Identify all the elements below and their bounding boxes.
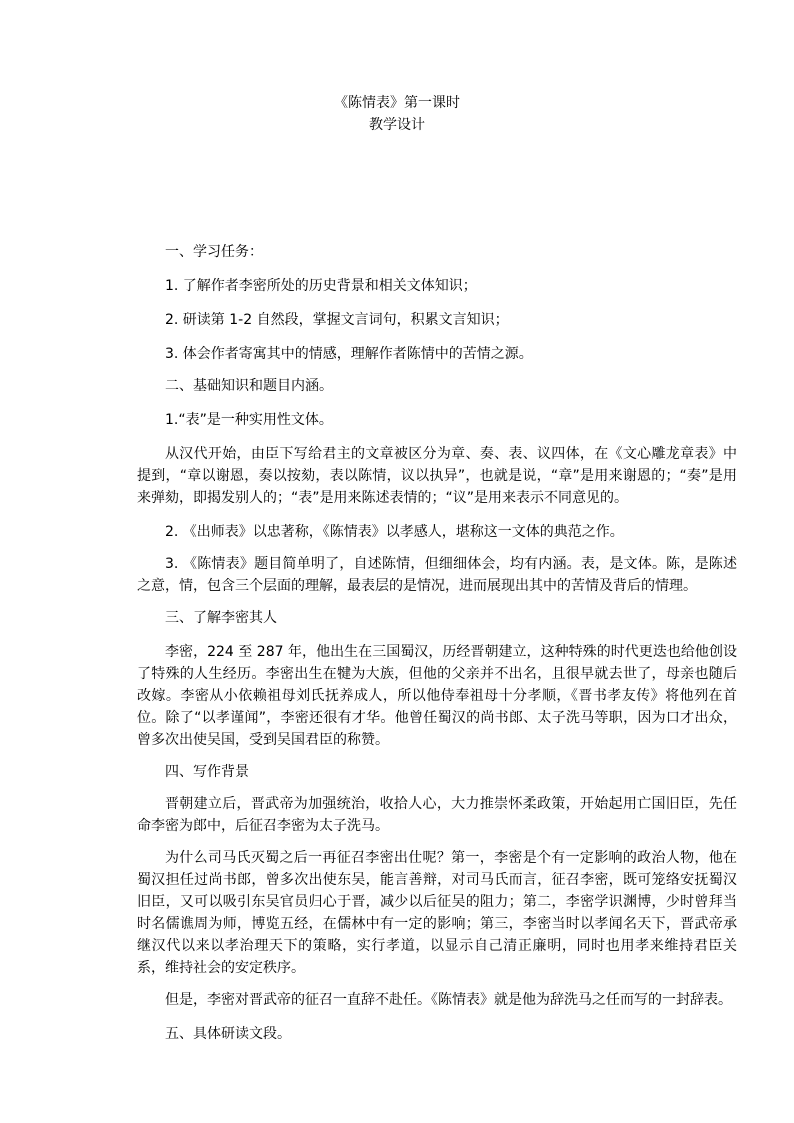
- document-body: [137, 241, 737, 1045]
- background-paragraph-3: 但是，李密对晋武帝的征召一直辞不赴任。《陈情表》就是他为辞洗马之任而写的一封辞表。: [165, 992, 732, 1008]
- task-item-1: 1. 了解作者李密所处的历史背景和相关文体知识；: [165, 278, 477, 294]
- basics-item-2: 2. 《出师表》以忠著称，《陈情表》以孝感人，堪称这一文体的典范之作。: [165, 524, 624, 540]
- task-item-2: 2. 研读第 1-2 自然段，掌握文言词句，积累文言知识；: [165, 312, 509, 328]
- background-paragraph-2: 为什么司马氏灭蜀之后一再征召李密出仕呢？第一，李密是个有一定影响的政治人物，他在蜀汉担任过尚书郎，曾多次出使东吴，能言善辩，对司马氏而言，征召李密，既可笼络安抚蜀汉旧臣，又可以吸引东吴官员归心于晋，减少以后征吴的阻力；第二，李密学识渊博，少时曾拜当时名儒谯周为师，博览五经，在儒林中有一定的影响；第三，李密当时以孝闻名天下，晋武帝承继汉代以来以孝治理天下的策略，实行孝道，以显示自己清正廉明，同时也用孝来维持君臣关系，维持社会的安定秩序。: [137, 850, 737, 976]
- section-heading-basics: 二、基础知识和题目内涵。: [165, 378, 333, 394]
- section-heading-study: 五、具体研读文段。: [165, 1026, 291, 1042]
- author-paragraph: 李密，224 至 287 年，他出生在三国蜀汉，历经晋朝建立，这种特殊的时代更迭也给他创设了特殊的人生经历。李密出生在犍为大族，但他的父亲并不出名，且很早就去世了，母亲也随后改嫁。李密从小依赖祖母刘氏抚养成人，所以他侍奉祖母十分孝顺，《晋书孝友传》将他列在首位。除了“以孝谨闻”，李密还很有才华。他曾任蜀汉的尚书郎、太子洗马等职，因为口才出众，曾多次出使吴国，受到吴国君臣的称赞。: [137, 644, 737, 748]
- task-item-3: 3. 体会作者寄寓其中的情感，理解作者陈情中的苦情之源。: [165, 346, 533, 362]
- basics-paragraph: 从汉代开始，由臣下写给君主的文章被区分为章、奏、表、议四体，在《文心雕龙章表》中提到，“章以谢恩，奏以按劾，表以陈情，议以执异”，也就是说，“章”是用来谢恩的；“奏”是用来弹劾，即揭发别人的；“表”是用来陈述表情的；“议”是用来表示不同意见的。: [137, 446, 737, 506]
- section-heading-tasks: 一、学习任务：: [165, 244, 263, 260]
- title-line-1: 《陈情表》第一课时: [334, 95, 460, 111]
- background-paragraph-1: 晋朝建立后，晋武帝为加强统治，收拾人心，大力推崇怀柔政策，开始起用亡国旧臣，先任命李密为郎中，后征召李密为太子洗马。: [137, 796, 737, 834]
- title-line-2: 教学设计: [369, 117, 425, 133]
- basics-item-3: 3. 《陈情表》题目简单明了，自述陈情，但细细体会，均有内涵。表，是文体。陈，是陈述之意，情，包含三个层面的理解，最表层的是情况，进而展现出其中的苦情及背后的情理。: [137, 556, 737, 594]
- section-heading-author: 三、了解李密其人: [165, 610, 277, 626]
- document-title: [0, 92, 794, 136]
- section-heading-background: 四、写作背景: [165, 764, 249, 780]
- basics-item-1: 1.“表”是一种实用性文体。: [165, 412, 333, 428]
